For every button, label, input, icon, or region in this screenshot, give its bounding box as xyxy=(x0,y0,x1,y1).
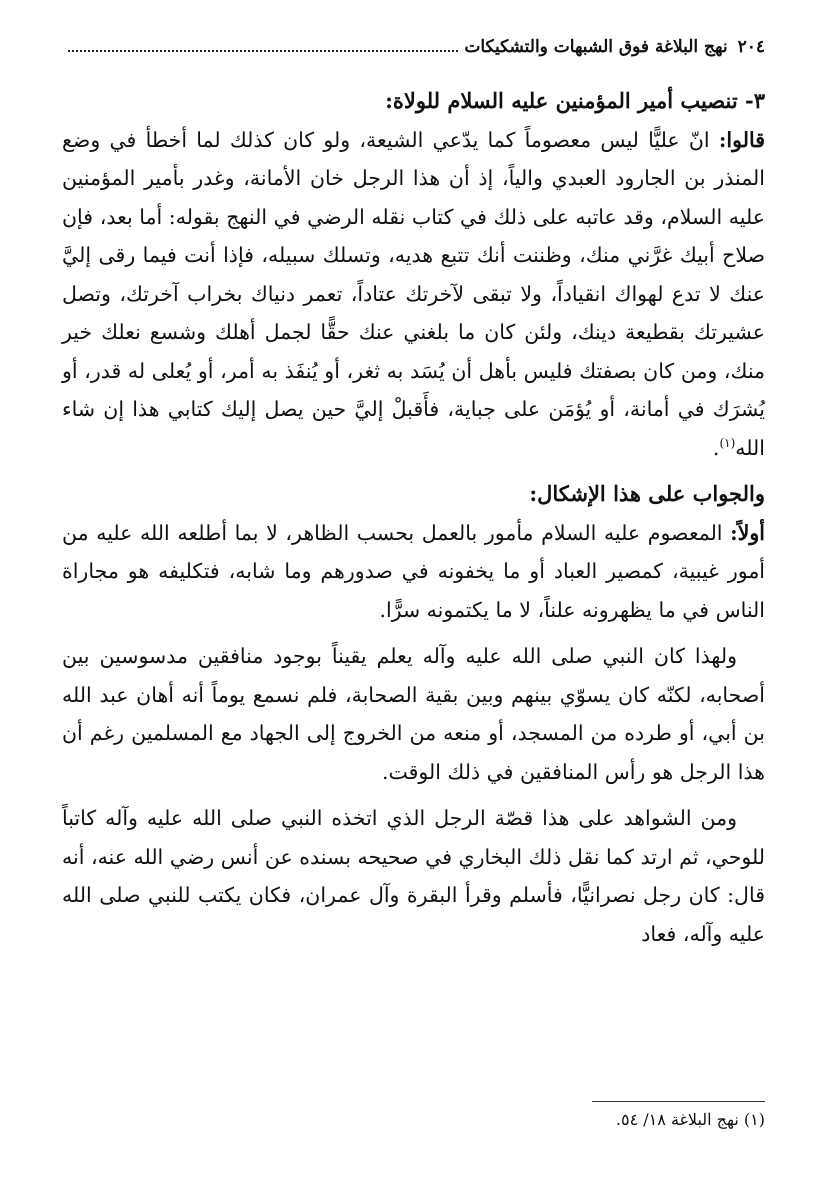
answer-heading: والجواب على هذا الإشكال: xyxy=(529,481,765,506)
paragraph-first-answer xyxy=(62,514,765,630)
running-title: نهج البلاغة فوق الشبهات والتشكيكات xyxy=(464,37,728,57)
page-header xyxy=(62,34,765,60)
claim-lead: قالوا: xyxy=(718,127,765,152)
first-answer-lead: أولاً: xyxy=(730,520,765,545)
claim-end: . xyxy=(712,435,720,460)
page-number: ٢٠٤ xyxy=(737,37,765,57)
claim-body: انّ عليًّا ليس معصوماً كما يدّعي الشيعة، ولو كان كذلك لما أخطأ في وضع المنذر بن الجارود العبدي والياً، إذ أن هذا الرجل خان الأمانة، وغدر بأمير المؤمنين عليه السلام، وقد عاتبه على ذلك في كتاب نقله الرضي في النهج بقوله: أما بعد، فإن صلاح أبيك غرَّني منك، وظننت أنك تتبع هديه، وتسلك سبيله، فإذا أنت فيما رقى إليَّ عنك لا تدع لهواك انقياداً، ولا تبقى لآخرتك عتاداً، تعمر دنياك بخراب آخرتك، وتصل عشيرتك بقطيعة دينك، ولئن كان ما بلغني عنك حقًّا لجمل أهلك وشسع نعلك خير منك، ومن كان بصفتك فليس بأهل أن يُسَد به ثغر، أو يُنفَذ به أمر، أو يُعلى له قدر، أو يُشرَك في أمانة، أو يُؤمَن على جباية، فأَقبلْ إليَّ حين يصل إليك كتابي هذا إن شاء الله xyxy=(62,127,765,460)
page-content xyxy=(62,82,765,961)
first-answer-body: المعصوم عليه السلام مأمور بالعمل بحسب الظاهر، لا بما أطلعه الله عليه من أمور غيبية، كمصير العباد أو ما يخفونه في صدورهم وما شابه، فتكليفه هو مجاراة الناس في ما يظهرونه علناً، لا ما يكتمونه سرًّا. xyxy=(62,520,765,622)
paragraph-prophet-example: ولهذا كان النبي صلى الله عليه وآله يعلم يقيناً بوجود منافقين مدسوسين بين أصحابه، لكنّه كان يسوّي بينهم وبين بقية الصحابة، فلم نسمع يوماً أنه أهان عبد الله بن أبي، أو طرده من المسجد، أو منعه من الخروج إلى الجهاد مع المسلمين رغم أن هذا الرجل هو رأس المنافقين في ذلك الوقت. xyxy=(62,644,765,784)
header-dot-leader xyxy=(68,50,458,52)
paragraph-scribe-story: ومن الشواهد على هذا قصّة الرجل الذي اتخذه النبي صلى الله عليه وآله كاتباً للوحي، ثم ارتد كما نقل ذلك البخاري في صحيحه بسنده عن أنس رضي الله عنه، أنه قال: كان رجل نصرانيًّا، فأسلم وقرأ البقرة وآل عمران، فكان يكتب للنبي صلى الله عليه وآله، فعاد xyxy=(62,806,765,946)
footnote-ref-1: (١) xyxy=(719,435,736,450)
book-page xyxy=(62,0,765,1178)
footnote-1: (١) نهج البلاغة ١٨/ ٥٤. xyxy=(615,1110,765,1129)
paragraph-claim xyxy=(62,121,765,468)
footnote-divider xyxy=(592,1101,765,1102)
section-heading: ٣- تنصيب أمير المؤمنين عليه السلام للولاة: xyxy=(385,88,765,113)
